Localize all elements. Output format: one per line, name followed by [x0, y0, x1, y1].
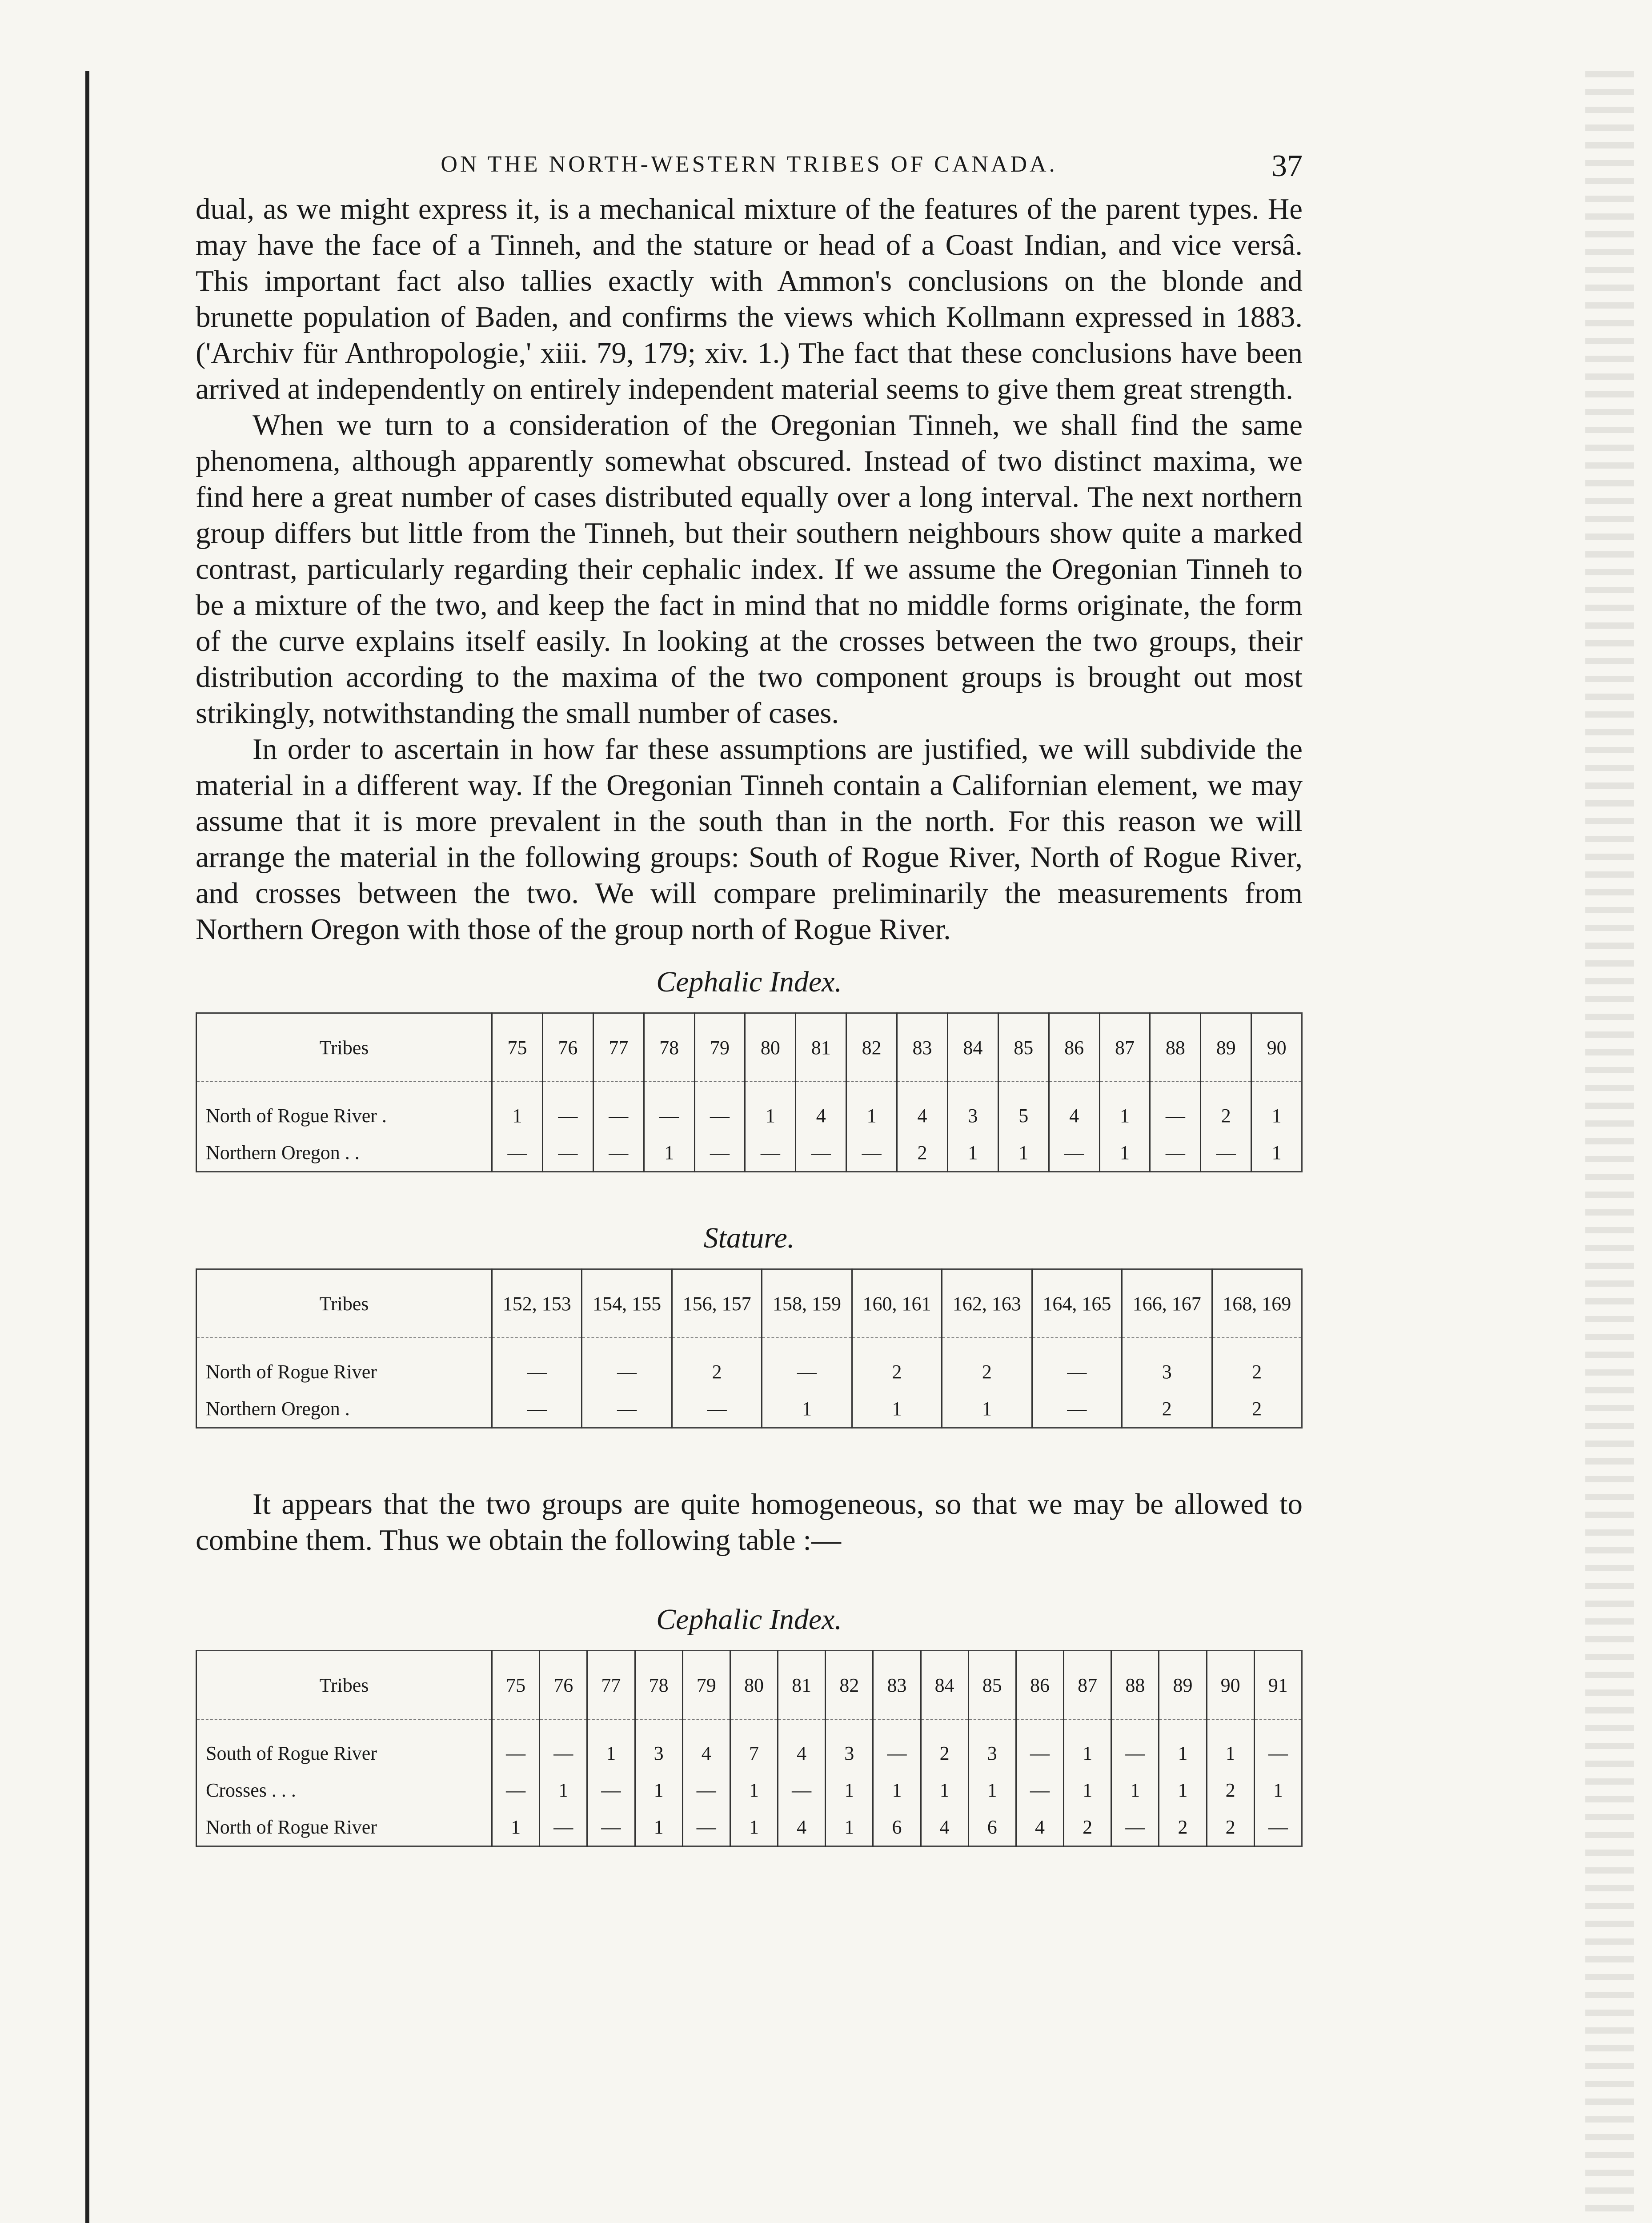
- table-cell: 4: [1016, 1809, 1063, 1846]
- table-cell: 2: [1212, 1338, 1302, 1390]
- column-header: 80: [745, 1013, 796, 1082]
- column-header: 91: [1254, 1651, 1302, 1720]
- table-cell: —: [492, 1390, 582, 1428]
- column-header: 78: [635, 1651, 682, 1720]
- column-header: 82: [826, 1651, 873, 1720]
- table-cell: —: [1049, 1134, 1099, 1172]
- table-cell: —: [644, 1082, 694, 1134]
- stature-table: [196, 1268, 1303, 1428]
- table-cell: 1: [762, 1390, 852, 1428]
- table-cell: 1: [1099, 1082, 1150, 1134]
- table-row: [196, 1809, 1302, 1846]
- table-cell: 1: [730, 1809, 778, 1846]
- table-cell: —: [582, 1338, 672, 1390]
- table-cell: 7: [730, 1719, 778, 1772]
- running-title: ON THE NORTH-WESTERN TRIBES OF CANADA.: [441, 152, 1058, 177]
- table-cell: 3: [1122, 1338, 1212, 1390]
- table-cell: —: [1111, 1719, 1159, 1772]
- table-cell: —: [1032, 1390, 1122, 1428]
- tribes-header: Tribes: [196, 1269, 492, 1338]
- tribes-header: Tribes: [196, 1013, 492, 1082]
- table-cell: —: [672, 1390, 762, 1428]
- table-cell: —: [587, 1809, 635, 1846]
- table-cell: 2: [672, 1338, 762, 1390]
- scanned-page-edge: [1585, 71, 1634, 2223]
- tribe-label: Northern Oregon . .: [196, 1134, 492, 1172]
- table-cell: —: [492, 1338, 582, 1390]
- table-cell: —: [1254, 1809, 1302, 1846]
- table-cell: —: [694, 1082, 745, 1134]
- table1-title: Cephalic Index.: [656, 966, 842, 998]
- column-header: 86: [1049, 1013, 1099, 1082]
- table-cell: 1: [492, 1082, 543, 1134]
- table-cell: —: [1201, 1134, 1251, 1172]
- table-cell: 1: [998, 1134, 1049, 1172]
- column-header: 90: [1207, 1651, 1254, 1720]
- table-cell: —: [1016, 1772, 1063, 1809]
- table-cell: 1: [846, 1082, 897, 1134]
- table-cell: —: [796, 1134, 846, 1172]
- table-cell: —: [682, 1772, 730, 1809]
- table-cell: 2: [942, 1338, 1032, 1390]
- table-cell: —: [582, 1390, 672, 1428]
- column-header: 85: [968, 1651, 1016, 1720]
- table-cell: 2: [897, 1134, 948, 1172]
- paragraph-2: When we turn to a consideration of the Oregonian Tinneh, we shall find the same phenomena, although apparently somewhat obscured. Instead of two distinct maxima, we find here a great number of cases distributed equally over a long interval. The next northern group differs but little from the Tinneh, but their southern neighbours show quite a marked contrast, particularly regarding their cephalic index. If we assume the Oregonian Tinneh to be a mixture of the two, and keep the fact in mind that no middle forms originate, the form of the curve explains itself easily. In looking at the crosses between the two groups, their distribution according to the maxima of the two component groups is brought out most strikingly, notwithstanding the small number of cases.: [196, 409, 1303, 730]
- column-header: 84: [947, 1013, 998, 1082]
- paragraph-3: In order to ascertain in how far these assumptions are justified, we will subdivide the material in a different way. If the Oregonian Tinneh contain a Californian element, we may assume that it is more prevalent in the south than in the north. For this reason we will arrange the material in the following groups: South of Rogue River, North of Rogue River, and crosses between the two. We will compare preliminarily the measurements from Northern Oregon with those of the group north of Rogue River.: [196, 733, 1303, 946]
- table-cell: 2: [1159, 1809, 1207, 1846]
- column-header: 154, 155: [582, 1269, 672, 1338]
- column-header: 87: [1099, 1013, 1150, 1082]
- column-header: 89: [1159, 1651, 1207, 1720]
- table-row: [196, 1082, 1302, 1134]
- table-cell: 1: [1254, 1772, 1302, 1809]
- table-cell: —: [778, 1772, 826, 1809]
- column-header: 158, 159: [762, 1269, 852, 1338]
- column-header: 86: [1016, 1651, 1063, 1720]
- column-header: 152, 153: [492, 1269, 582, 1338]
- table-cell: 5: [998, 1082, 1049, 1134]
- table-cell: 4: [682, 1719, 730, 1772]
- table-row: [196, 1338, 1302, 1390]
- table-cell: 1: [730, 1772, 778, 1809]
- table-cell: —: [1150, 1134, 1201, 1172]
- column-header: 84: [921, 1651, 968, 1720]
- running-header: [196, 151, 1303, 191]
- table-cell: —: [1016, 1719, 1063, 1772]
- table-cell: 4: [1049, 1082, 1099, 1134]
- column-header: 83: [873, 1651, 921, 1720]
- table-cell: —: [762, 1338, 852, 1390]
- column-header: 80: [730, 1651, 778, 1720]
- column-header: 90: [1251, 1013, 1302, 1082]
- paragraph-4: It appears that the two groups are quite homogeneous, so that we may be allowed to combine them. Thus we obtain the following table :—: [196, 1488, 1303, 1557]
- table-cell: —: [1254, 1719, 1302, 1772]
- table-cell: 1: [1159, 1772, 1207, 1809]
- table-cell: 1: [942, 1390, 1032, 1428]
- tribes-header: Tribes: [196, 1651, 492, 1720]
- table-cell: 1: [1064, 1719, 1111, 1772]
- table-cell: 4: [897, 1082, 948, 1134]
- table-cell: 1: [873, 1772, 921, 1809]
- column-header: 164, 165: [1032, 1269, 1122, 1338]
- table-cell: 1: [635, 1809, 682, 1846]
- table-row: [196, 1772, 1302, 1809]
- table-cell: —: [540, 1719, 587, 1772]
- table-cell: —: [1032, 1338, 1122, 1390]
- tribe-label: Crosses . . .: [196, 1772, 492, 1809]
- table-cell: —: [1150, 1082, 1201, 1134]
- column-header: 82: [846, 1013, 897, 1082]
- table-cell: 1: [947, 1134, 998, 1172]
- table-cell: 1: [921, 1772, 968, 1809]
- tribe-label: North of Rogue River: [196, 1338, 492, 1390]
- tribe-label: North of Rogue River: [196, 1809, 492, 1846]
- table-cell: 2: [852, 1338, 942, 1390]
- column-header: 85: [998, 1013, 1049, 1082]
- table-cell: —: [540, 1809, 587, 1846]
- tribe-label: Northern Oregon .: [196, 1390, 492, 1428]
- table-cell: —: [593, 1134, 644, 1172]
- column-header: 75: [492, 1013, 543, 1082]
- cephalic-index-table-1: [196, 1012, 1303, 1172]
- table-cell: —: [492, 1772, 540, 1809]
- column-header: 81: [778, 1651, 826, 1720]
- table-cell: —: [873, 1719, 921, 1772]
- table3-title: Cephalic Index.: [656, 1603, 842, 1636]
- table-cell: —: [492, 1134, 543, 1172]
- table-cell: 1: [587, 1719, 635, 1772]
- table-cell: 3: [968, 1719, 1016, 1772]
- table-cell: 4: [921, 1809, 968, 1846]
- column-header: 77: [593, 1013, 644, 1082]
- table-cell: 4: [796, 1082, 846, 1134]
- table-row: [196, 1390, 1302, 1428]
- column-header: 75: [492, 1651, 540, 1720]
- column-header: 79: [682, 1651, 730, 1720]
- table2-title: Stature.: [703, 1222, 795, 1254]
- table-cell: 6: [873, 1809, 921, 1846]
- table-cell: 1: [852, 1390, 942, 1428]
- table-cell: 1: [1251, 1082, 1302, 1134]
- table-cell: 1: [1207, 1719, 1254, 1772]
- table-cell: 2: [1207, 1772, 1254, 1809]
- table-cell: 1: [492, 1809, 540, 1846]
- column-header: 78: [644, 1013, 694, 1082]
- column-header: 89: [1201, 1013, 1251, 1082]
- table-cell: —: [682, 1809, 730, 1846]
- table-row: [196, 1134, 1302, 1172]
- column-header: 79: [694, 1013, 745, 1082]
- table-cell: 3: [826, 1719, 873, 1772]
- table-cell: 1: [540, 1772, 587, 1809]
- cephalic-index-table-2: [196, 1650, 1303, 1847]
- body-text-2: [196, 1486, 1303, 1558]
- table-cell: 4: [778, 1809, 826, 1846]
- column-header: 87: [1064, 1651, 1111, 1720]
- column-header: 83: [897, 1013, 948, 1082]
- table-cell: 2: [1064, 1809, 1111, 1846]
- tribe-label: North of Rogue River .: [196, 1082, 492, 1134]
- table-cell: 3: [947, 1082, 998, 1134]
- table-cell: 1: [826, 1772, 873, 1809]
- table-cell: 6: [968, 1809, 1016, 1846]
- table-cell: 1: [968, 1772, 1016, 1809]
- column-header: 156, 157: [672, 1269, 762, 1338]
- table-cell: 1: [644, 1134, 694, 1172]
- table-cell: 1: [1111, 1772, 1159, 1809]
- column-header: 81: [796, 1013, 846, 1082]
- table-cell: 2: [1212, 1390, 1302, 1428]
- table-cell: 1: [635, 1772, 682, 1809]
- tribe-label: South of Rogue River: [196, 1719, 492, 1772]
- paragraph-1: dual, as we might express it, is a mechanical mixture of the features of the parent types. He may have the face of a Tinneh, and the stature or head of a Coast Indian, and vice versâ. This important fact also tallies exactly with Ammon's conclusions on the blonde and brunette population of Baden, and confirms the views which Kollmann expressed in 1883. ('Archiv für Anthropologie,' xiii. 79, 179; xiv. 1.) The fact that these conclusions have been arrived at independently on entirely independent material seems to give them great strength.: [196, 193, 1303, 405]
- column-header: 166, 167: [1122, 1269, 1212, 1338]
- table-cell: —: [846, 1134, 897, 1172]
- table-cell: 1: [1099, 1134, 1150, 1172]
- table-cell: —: [1111, 1809, 1159, 1846]
- table-cell: 3: [635, 1719, 682, 1772]
- column-header: 168, 169: [1212, 1269, 1302, 1338]
- table-cell: 2: [921, 1719, 968, 1772]
- table-cell: —: [694, 1134, 745, 1172]
- column-header: 160, 161: [852, 1269, 942, 1338]
- left-margin-rule: [85, 71, 89, 2223]
- table-cell: —: [492, 1719, 540, 1772]
- table-cell: —: [587, 1772, 635, 1809]
- table-cell: 1: [1251, 1134, 1302, 1172]
- table-cell: 2: [1122, 1390, 1212, 1428]
- body-text: [196, 191, 1303, 947]
- column-header: 88: [1111, 1651, 1159, 1720]
- table-cell: 2: [1207, 1809, 1254, 1846]
- table-cell: 1: [745, 1082, 796, 1134]
- page-number: 37: [1271, 149, 1303, 183]
- table-cell: 1: [826, 1809, 873, 1846]
- table-cell: —: [542, 1082, 593, 1134]
- page-body: [196, 151, 1303, 1847]
- table-cell: 1: [1159, 1719, 1207, 1772]
- column-header: 88: [1150, 1013, 1201, 1082]
- table-cell: —: [542, 1134, 593, 1172]
- column-header: 77: [587, 1651, 635, 1720]
- table-cell: 2: [1201, 1082, 1251, 1134]
- table-cell: —: [593, 1082, 644, 1134]
- column-header: 76: [540, 1651, 587, 1720]
- table-row: [196, 1719, 1302, 1772]
- column-header: 76: [542, 1013, 593, 1082]
- table-cell: 4: [778, 1719, 826, 1772]
- table-cell: 1: [1064, 1772, 1111, 1809]
- column-header: 162, 163: [942, 1269, 1032, 1338]
- table-cell: —: [745, 1134, 796, 1172]
